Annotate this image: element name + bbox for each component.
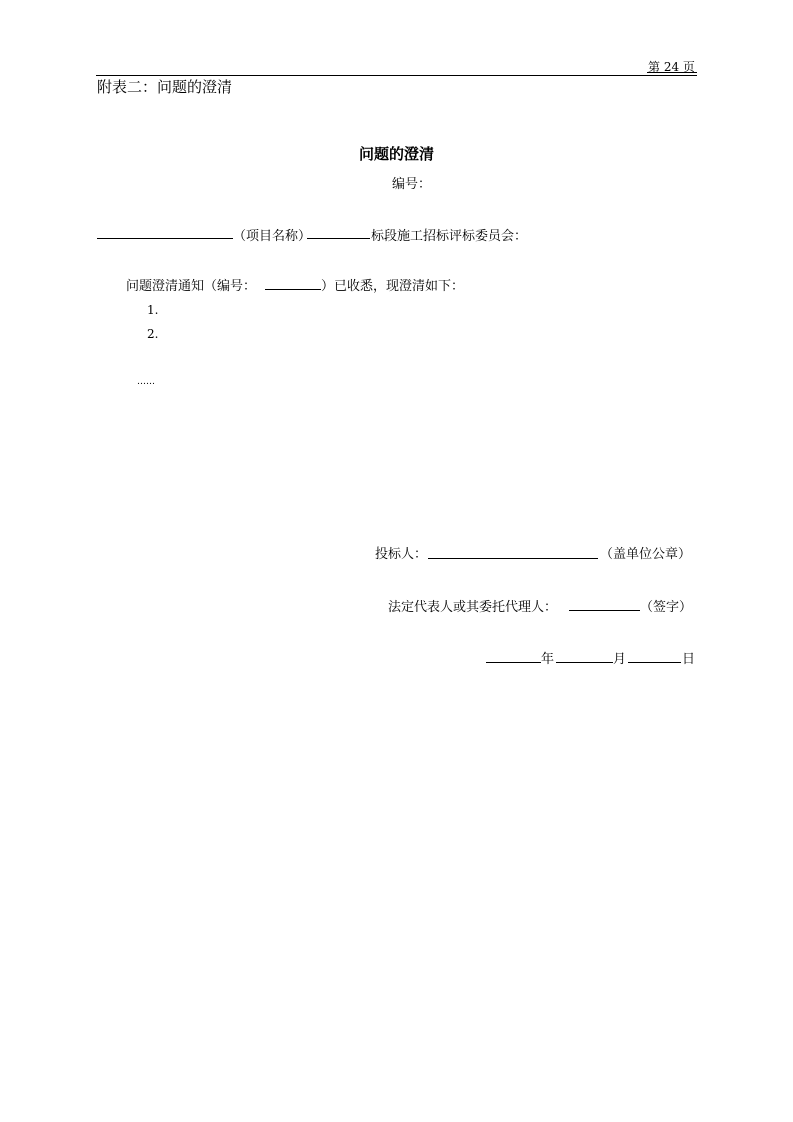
project-name-label: （项目名称） bbox=[233, 229, 312, 244]
representative-blank bbox=[569, 610, 640, 611]
day-blank bbox=[628, 662, 681, 663]
list-item: 1. bbox=[147, 303, 159, 317]
ellipsis: …… bbox=[137, 377, 155, 387]
year-blank bbox=[486, 662, 541, 663]
list-item: 2. bbox=[147, 327, 159, 341]
notice-suffix: ）已收悉，现澄清如下： bbox=[321, 279, 465, 294]
notice-number-blank bbox=[265, 289, 321, 290]
section-label: 标段施工招标评标委员会： bbox=[371, 229, 528, 244]
page-number: 第 24 页 bbox=[648, 60, 695, 74]
year-label: 年 bbox=[541, 652, 555, 667]
day-label: 日 bbox=[682, 652, 696, 667]
notice-prefix: 问题澄清通知（编号： bbox=[126, 279, 257, 294]
representative-note: （签字） bbox=[640, 600, 693, 615]
section-blank bbox=[307, 238, 370, 239]
month-label: 月 bbox=[613, 652, 627, 667]
bidder-label: 投标人： bbox=[375, 547, 428, 562]
representative-label: 法定代表人或其委托代理人： bbox=[388, 600, 558, 615]
appendix-title: 附表二：问题的澄清 bbox=[97, 78, 233, 96]
document-title: 问题的澄清 bbox=[358, 145, 434, 163]
document-number-label: 编号： bbox=[392, 177, 432, 192]
month-blank bbox=[556, 662, 613, 663]
project-name-blank bbox=[97, 238, 233, 239]
page-number-underline bbox=[647, 72, 697, 73]
bidder-note: （盖单位公章） bbox=[600, 547, 692, 562]
bidder-blank bbox=[428, 558, 598, 559]
